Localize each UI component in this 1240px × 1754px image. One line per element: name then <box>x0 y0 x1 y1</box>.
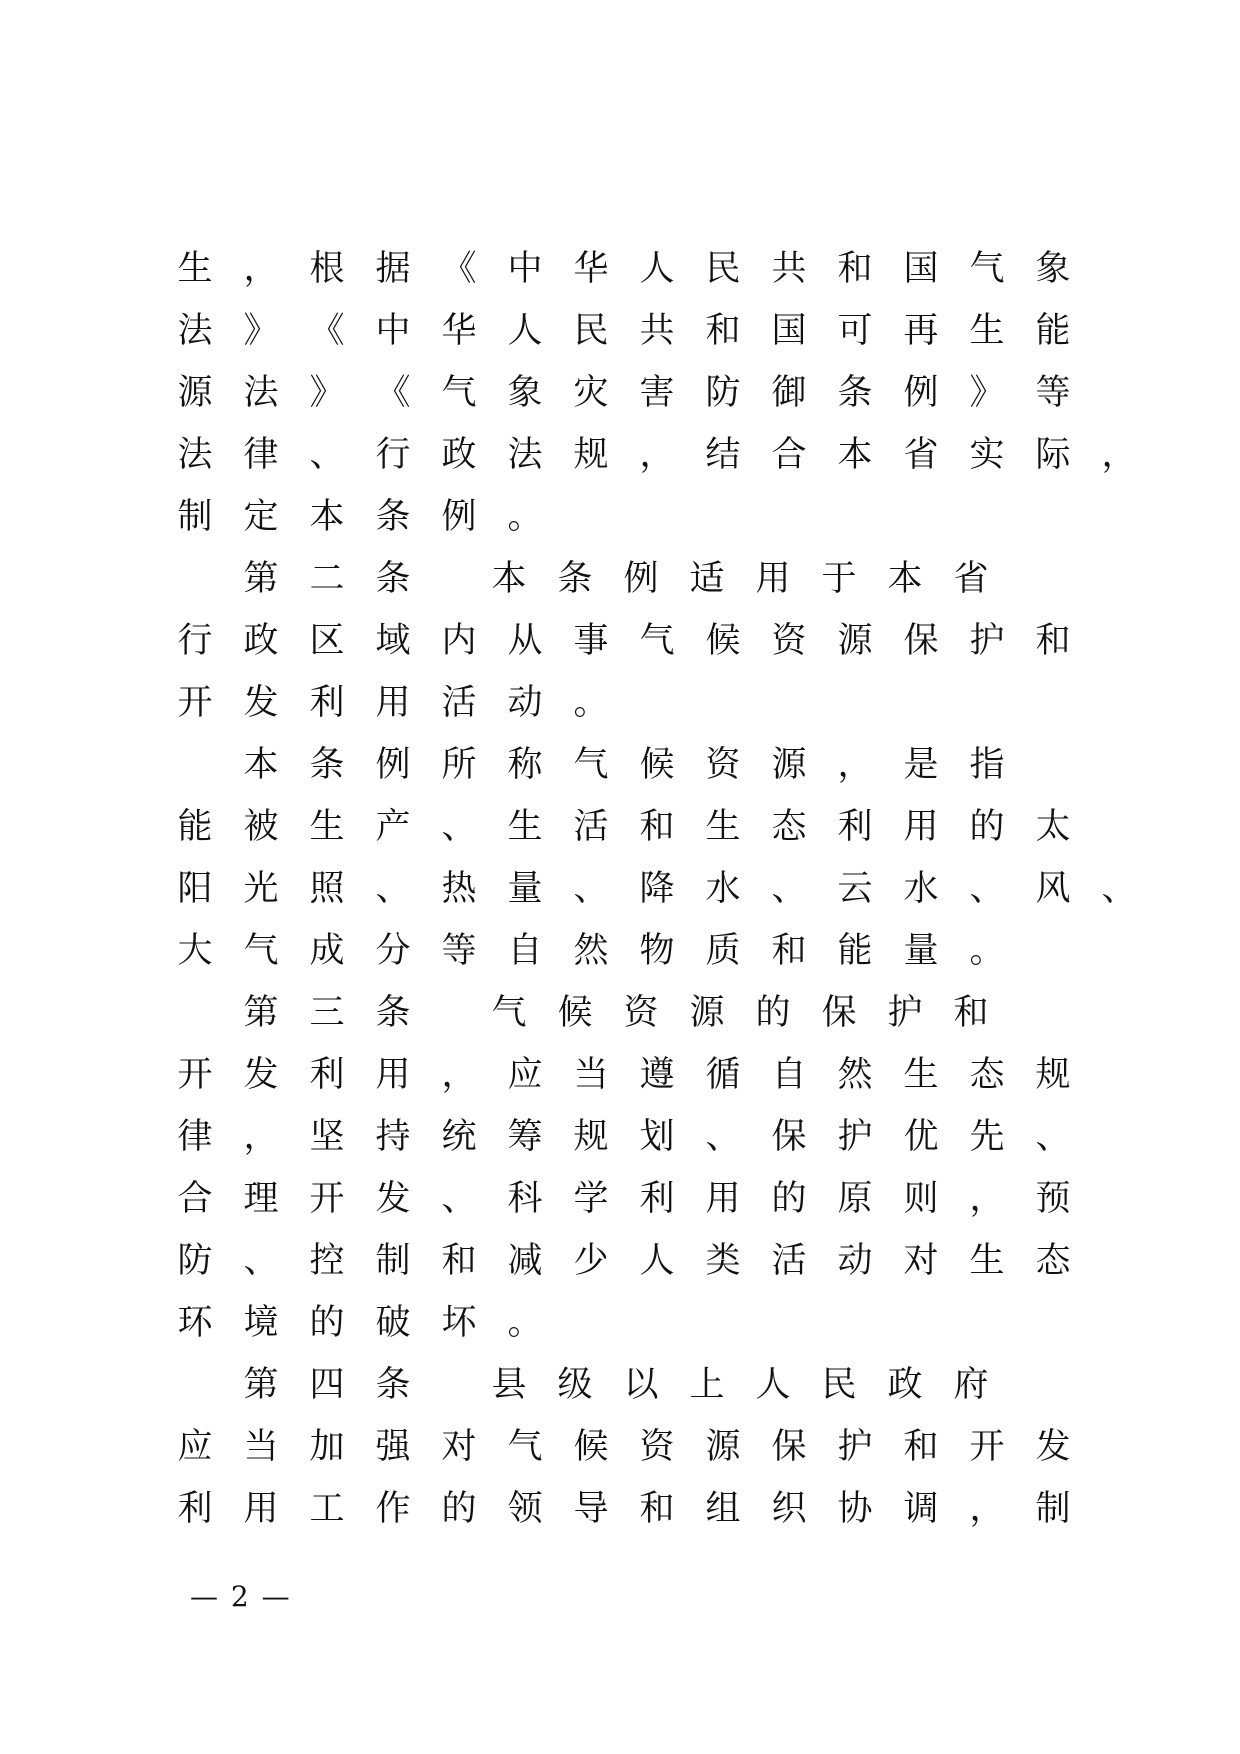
text-line: 生 ， 根 据 《 中 华 人 民 共 和 国 气 象 <box>177 248 1071 289</box>
text-line: 大 气 成 分 等 自 然 物 质 和 能 量 。 <box>177 930 1005 971</box>
text-line: 阳 光 照 、 热 量 、 降 水 、 云 水 、 风 、 <box>177 868 1137 909</box>
text-line: 律 ， 坚 持 统 筹 规 划 、 保 护 优 先 、 <box>177 1116 1071 1157</box>
text-line: 防 、 控 制 和 减 少 人 类 活 动 对 生 态 <box>177 1240 1071 1281</box>
text-line: 行 政 区 域 内 从 事 气 候 资 源 保 护 和 <box>177 620 1071 661</box>
text-line: 环 境 的 破 坏 。 <box>177 1302 543 1343</box>
article-2-text: 本 条 例 适 用 于 本 省 <box>491 558 989 599</box>
article-2-line <box>228 548 1004 610</box>
article-3-number: 第 三 条 <box>243 992 411 1033</box>
text-line: 法 律 、 行 政 法 规 ， 结 合 本 省 实 际 ， <box>177 434 1137 475</box>
article-4-text: 县 级 以 上 人 民 政 府 <box>491 1364 989 1405</box>
paragraph-start-line: 本 条 例 所 称 气 候 资 源 ， 是 指 <box>243 744 1005 785</box>
article-3-text: 气 候 资 源 的 保 护 和 <box>491 992 989 1033</box>
text-line: 应 当 加 强 对 气 候 资 源 保 护 和 开 发 <box>177 1426 1071 1467</box>
article-4-number: 第 四 条 <box>243 1364 411 1405</box>
text-line: 开 发 利 用 ， 应 当 遵 循 自 然 生 态 规 <box>177 1054 1071 1095</box>
article-3-line <box>228 982 1004 1044</box>
text-line: 源 法 》 《 气 象 灾 害 防 御 条 例 》 等 <box>177 372 1071 413</box>
article-2-number: 第 二 条 <box>243 558 411 599</box>
text-line: 制 定 本 条 例 。 <box>177 496 543 537</box>
text-line: 能 被 生 产 、 生 活 和 生 态 利 用 的 太 <box>177 806 1071 847</box>
text-line: 利 用 工 作 的 领 导 和 组 织 协 调 ， 制 <box>177 1488 1071 1529</box>
article-4-line <box>228 1354 1004 1416</box>
page-number: — 2 — <box>190 1580 292 1613</box>
text-line: 法 》 《 中 华 人 民 共 和 国 可 再 生 能 <box>177 310 1071 351</box>
text-line: 开 发 利 用 活 动 。 <box>177 682 609 723</box>
text-line: 合 理 开 发 、 科 学 利 用 的 原 则 ， 预 <box>177 1178 1071 1219</box>
